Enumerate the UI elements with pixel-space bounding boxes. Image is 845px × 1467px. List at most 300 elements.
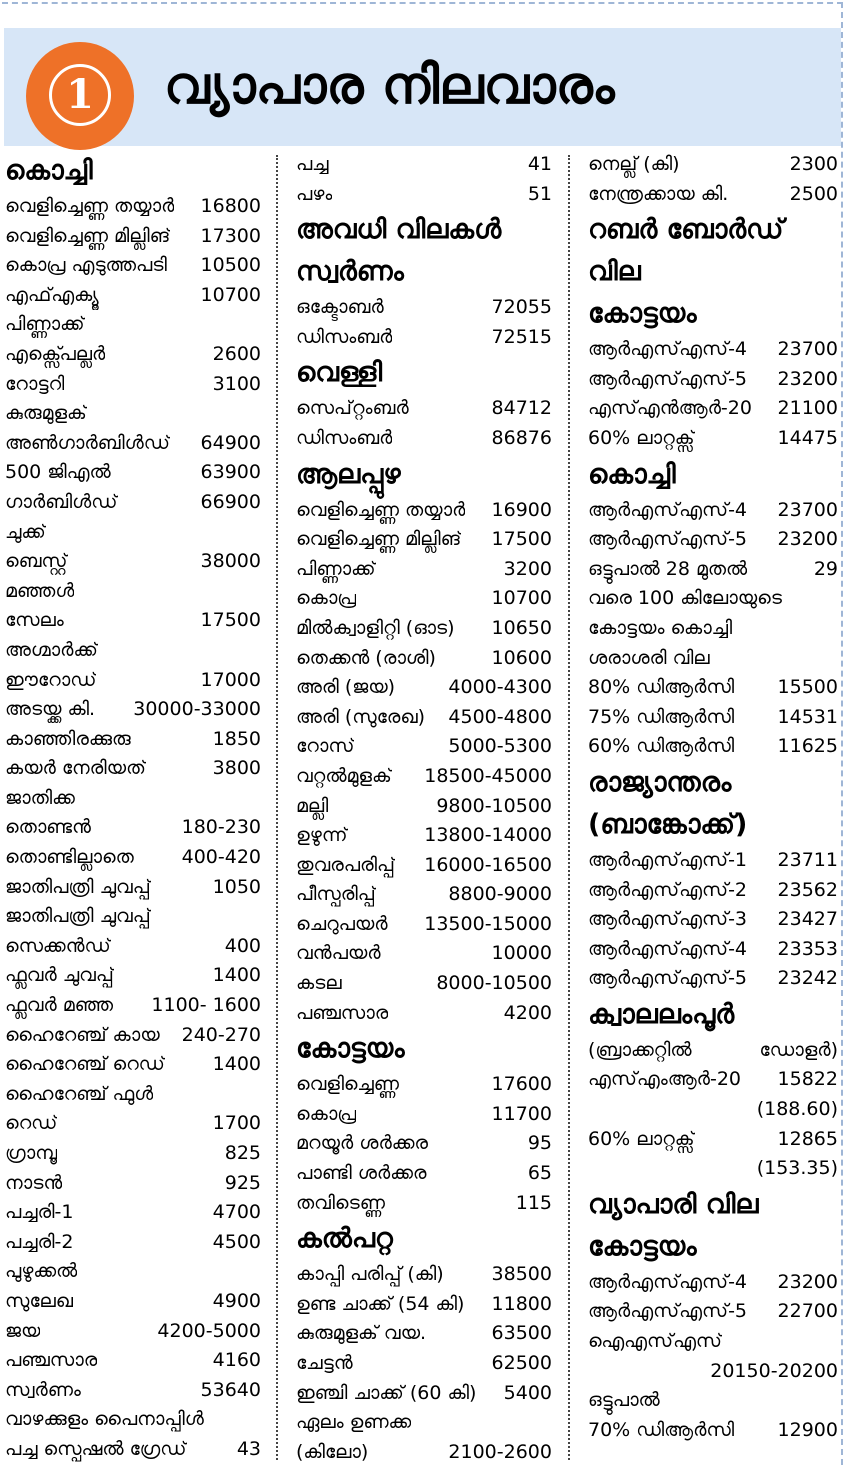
price-row — [588, 335, 838, 365]
item-price: 17300 — [200, 224, 261, 247]
item-price: 12865 — [777, 1127, 838, 1150]
item-label: കാപ്പി പരിപ്പ് (കി) — [296, 1263, 444, 1286]
item-price: 23200 — [777, 367, 838, 390]
price-row — [588, 394, 838, 424]
item-price: (153.35) — [756, 1157, 838, 1180]
price-row — [588, 673, 838, 703]
price-row — [5, 1287, 261, 1317]
item-label: ഹൈറേഞ്ച് റെഡ് — [5, 1053, 165, 1076]
item-price: 1050 — [212, 875, 261, 898]
item-price: 9800-10500 — [436, 794, 552, 817]
item-price: 2600 — [212, 342, 261, 365]
item-label: കുരുമുളക് വയ. — [296, 1322, 427, 1345]
price-row — [588, 1154, 838, 1184]
price-row — [296, 614, 552, 644]
section-heading: ക്വാലലംപൂർ — [588, 998, 735, 1030]
item-price: 72515 — [491, 325, 552, 348]
item-price: 95 — [527, 1132, 552, 1155]
price-row — [588, 365, 838, 395]
item-price: 23427 — [777, 908, 838, 931]
item-label: ജയ — [5, 1319, 41, 1342]
item-label: ഹൈറേഞ്ച് ഫുൾ — [5, 1082, 154, 1105]
item-label: പുഴുക്കൽ — [5, 1260, 78, 1283]
price-row — [296, 1349, 552, 1379]
item-label: കൊപ്ര എടുത്തപടി — [5, 254, 167, 277]
section-heading: അവധി വിലകൾ — [296, 214, 502, 246]
section-heading: വില — [588, 256, 641, 288]
price-row — [5, 281, 261, 311]
price-row — [296, 851, 552, 881]
item-price: 16900 — [491, 498, 552, 521]
price-row — [5, 1405, 261, 1435]
item-price: 2500 — [789, 182, 838, 205]
item-label: തൊണ്ടൻ — [5, 816, 91, 839]
item-label: (ബ്രാക്കറ്റിൽ — [588, 1038, 692, 1061]
price-row — [588, 876, 838, 906]
item-price: 65 — [527, 1162, 552, 1185]
price-row — [296, 939, 552, 969]
price-row — [5, 932, 261, 962]
price-row — [588, 1386, 838, 1416]
item-price: 30000-33000 — [133, 698, 261, 721]
price-row — [5, 1376, 261, 1406]
price-row — [5, 784, 261, 814]
item-price: 4200 — [503, 1001, 552, 1024]
price-row — [5, 991, 261, 1021]
price-row — [588, 1357, 838, 1387]
item-label: വെളിച്ചെണ്ണ — [296, 1073, 399, 1096]
item-label: ഡിസംബർ — [296, 325, 393, 348]
item-label: 70% ഡിആർസി — [588, 1418, 735, 1441]
item-price: 53640 — [200, 1378, 261, 1401]
price-row — [588, 180, 838, 210]
item-price: 17500 — [200, 609, 261, 632]
item-price: 21100 — [777, 397, 838, 420]
price-row — [5, 310, 261, 340]
item-price: 15822 — [777, 1068, 838, 1091]
section-heading: വ്യാപാരി വില — [588, 1188, 759, 1220]
item-label: വാഴക്കുളം പൈനാപ്പിൾ — [5, 1408, 204, 1431]
section-heading: കൊച്ചി — [588, 458, 676, 490]
price-row — [296, 584, 552, 614]
item-label: ആർഎസ്എസ്-4 — [588, 498, 748, 521]
price-row — [296, 1189, 552, 1219]
price-row — [5, 1169, 261, 1199]
item-label: ഒക്ടോബർ — [296, 296, 384, 319]
item-label: ആർഎസ്എസ്-5 — [588, 967, 748, 990]
price-row — [296, 644, 552, 674]
item-price: 18500-45000 — [424, 764, 552, 787]
number-badge — [26, 42, 134, 150]
item-label: ചേട്ടൻ — [296, 1352, 353, 1374]
item-price: 38000 — [200, 550, 261, 573]
item-label: ജാതിക്ക — [5, 786, 75, 809]
price-row — [296, 525, 552, 555]
item-price: 17500 — [491, 528, 552, 551]
price-row — [296, 555, 552, 585]
item-price: 72055 — [491, 296, 552, 319]
item-price: 400-420 — [181, 846, 261, 869]
section-heading: വെള്ളി — [296, 357, 383, 389]
item-price: 16000-16500 — [424, 853, 552, 876]
price-row — [296, 673, 552, 703]
item-label: കോട്ടയം കൊച്ചി — [588, 616, 733, 639]
item-label: സുലേഖ — [5, 1289, 74, 1312]
price-row — [5, 1139, 261, 1169]
item-price: 4700 — [212, 1201, 261, 1224]
item-price: 13800-14000 — [424, 824, 552, 847]
item-label: കുരുമുളക് — [5, 402, 87, 425]
section-heading: കോട്ടയം — [588, 298, 697, 330]
item-price: 5000-5300 — [448, 735, 552, 758]
item-label: ആർഎസ്എസ്-1 — [588, 848, 748, 871]
item-label: ഈറോഡ് — [5, 668, 97, 691]
item-price: 41 — [527, 153, 552, 175]
price-row — [5, 370, 261, 400]
item-label: 60% ഡിആർസി — [588, 735, 735, 758]
item-label: അരി (സുരേഖ) — [296, 705, 426, 728]
item-price: 3100 — [212, 372, 261, 395]
item-label: വെളിച്ചെണ്ണ തയ്യാർ — [5, 195, 175, 217]
item-price: 63500 — [491, 1322, 552, 1345]
item-price: 825 — [224, 1142, 261, 1164]
item-label: പഴം — [296, 182, 333, 205]
item-price: 240-270 — [181, 1023, 261, 1046]
item-price: 1850 — [212, 727, 261, 750]
item-label: അഗ്മാർക്ക് — [5, 638, 98, 661]
item-price: 29 — [813, 557, 838, 580]
item-label: മഞ്ഞൾ — [5, 579, 75, 602]
item-label: ആർഎസ്എസ്-3 — [588, 908, 748, 931]
item-label: കൊപ്ര — [296, 1102, 357, 1125]
item-label: 75% ഡിആർസി — [588, 705, 735, 728]
item-label: വരെ 100 കിലോയുടെ — [588, 587, 782, 610]
item-label: സെപ്റ്റംബർ — [296, 397, 409, 420]
item-label: ഒട്ടുപാൽ 28 മുതൽ — [588, 557, 748, 580]
price-row — [296, 1290, 552, 1320]
price-row — [5, 961, 261, 991]
price-row — [5, 754, 261, 784]
price-row — [5, 192, 261, 222]
price-row — [5, 1021, 261, 1051]
price-row — [296, 150, 552, 180]
item-label: വെളിച്ചെണ്ണ മില്ലിങ് — [296, 528, 462, 551]
item-label: ജാതിപത്രി ചുവപ്പ് — [5, 875, 151, 898]
section-heading: സ്വർണം — [296, 256, 404, 288]
price-row — [296, 1379, 552, 1409]
price-row — [588, 732, 838, 762]
price-row — [5, 636, 261, 666]
item-label: 80% ഡിആർസി — [588, 676, 735, 699]
price-row — [588, 935, 838, 965]
item-price: 10700 — [491, 587, 552, 610]
price-row — [296, 1070, 552, 1100]
price-row — [5, 577, 261, 607]
price-row — [588, 703, 838, 733]
price-row — [5, 399, 261, 429]
item-label: പച്ച — [296, 153, 329, 175]
price-row — [296, 180, 552, 210]
item-price: 86876 — [491, 426, 552, 449]
item-label: അരി (ജയ) — [296, 676, 396, 699]
price-row — [5, 429, 261, 459]
price-row — [588, 496, 838, 526]
price-row — [5, 1109, 261, 1139]
item-price: 62500 — [491, 1352, 552, 1374]
price-row — [296, 999, 552, 1029]
item-label: എസ്എംആർ-20 — [588, 1068, 741, 1091]
price-row — [588, 905, 838, 935]
item-price: 11800 — [491, 1292, 552, 1315]
item-label: എക്സ്പെല്ലർ — [5, 342, 106, 365]
page-header — [4, 28, 841, 146]
item-label: ഇഞ്ചി ചാക്ക് (60 കി) — [296, 1381, 477, 1404]
item-price: 14475 — [777, 426, 838, 449]
item-price: 15500 — [777, 676, 838, 699]
item-label: ഗാർബിൾഡ് — [5, 490, 118, 513]
item-price: 23700 — [777, 338, 838, 361]
item-price: 4500 — [212, 1230, 261, 1253]
item-label: (കിലോ) — [296, 1440, 369, 1463]
item-price: 64900 — [200, 431, 261, 454]
price-row — [5, 1435, 261, 1465]
price-row — [588, 1297, 838, 1327]
price-row — [5, 1257, 261, 1287]
price-row — [5, 725, 261, 755]
price-row — [588, 150, 838, 180]
price-row — [5, 518, 261, 548]
item-label: മിൽക്വാളിറ്റി (ഓട) — [296, 616, 455, 639]
price-row — [5, 873, 261, 903]
item-price: 4200-5000 — [157, 1319, 261, 1342]
item-label: റോട്ടറി — [5, 372, 65, 395]
price-row — [5, 488, 261, 518]
price-row — [5, 843, 261, 873]
item-label: ഉണ്ട ചാക്ക് (54 കി) — [296, 1292, 465, 1315]
item-label: പിണ്ണാക്ക് — [5, 313, 85, 336]
item-price: 23711 — [777, 848, 838, 871]
price-row — [588, 424, 838, 454]
item-label: കാഞ്ഞിരക്കുരു — [5, 727, 131, 750]
item-price: 14531 — [777, 705, 838, 728]
price-row — [296, 394, 552, 424]
item-label: വറ്റൽമുളക് — [296, 764, 392, 787]
price-row — [588, 1416, 838, 1446]
item-label: വൻപയർ — [296, 942, 381, 965]
item-label: നെല്ല് (കി) — [588, 153, 680, 175]
item-price: 8000-10500 — [436, 972, 552, 995]
item-label: സേലം — [5, 609, 64, 632]
price-row — [296, 732, 552, 762]
item-label: ആർഎസ്എസ്-2 — [588, 878, 748, 901]
badge-number: 1 — [49, 64, 111, 126]
price-row — [296, 762, 552, 792]
price-row — [296, 792, 552, 822]
item-label: ആർഎസ്എസ്-4 — [588, 937, 748, 960]
section-heading: രാജ്യാന്തരം — [588, 766, 732, 798]
item-label: ആർഎസ്എസ്-4 — [588, 338, 748, 361]
item-price: 66900 — [200, 490, 261, 513]
item-label: കൊപ്ര — [296, 587, 357, 610]
item-price: 8800-9000 — [448, 883, 552, 906]
item-label: ആർഎസ്എസ്-5 — [588, 367, 748, 390]
item-label: ഫ്ലവർ മഞ്ഞ — [5, 994, 114, 1017]
price-row — [5, 902, 261, 932]
price-row — [296, 424, 552, 454]
price-row — [5, 666, 261, 696]
section-heading: കോട്ടയം — [296, 1033, 405, 1065]
price-row — [588, 1268, 838, 1298]
item-price: 17600 — [491, 1073, 552, 1096]
item-price: 5400 — [503, 1381, 552, 1404]
item-price: 925 — [224, 1171, 261, 1194]
price-row — [296, 880, 552, 910]
item-price: 38500 — [491, 1263, 552, 1286]
item-price: 400 — [224, 934, 261, 957]
item-price: 115 — [515, 1191, 552, 1214]
item-price: 23353 — [777, 937, 838, 960]
item-label: ഒട്ടുപാൽ — [588, 1389, 660, 1412]
item-label: 60% ലാറ്റക്സ് — [588, 426, 695, 449]
item-label: ഐഎസ്എസ് — [588, 1330, 722, 1353]
item-price: 13500-15000 — [424, 912, 552, 935]
price-row — [296, 293, 552, 323]
price-row — [296, 496, 552, 526]
item-label: ആർഎസ്എസ്-5 — [588, 1300, 748, 1323]
column-divider — [568, 155, 570, 1460]
price-row — [296, 910, 552, 940]
item-label: എഫ്എക്യൂ — [5, 283, 99, 306]
price-row — [588, 644, 838, 674]
section-heading: കോട്ടയം — [588, 1230, 697, 1262]
item-label: ഏലം ഉണക്ക — [296, 1411, 412, 1434]
price-row — [296, 1438, 552, 1467]
price-row — [5, 606, 261, 636]
item-label: ചെറുപയർ — [296, 912, 388, 935]
price-row — [5, 340, 261, 370]
price-row — [5, 458, 261, 488]
item-price: 17000 — [200, 668, 261, 691]
item-label: തവിടെണ്ണ — [296, 1191, 385, 1214]
price-row — [296, 969, 552, 999]
item-price: 23700 — [777, 498, 838, 521]
item-label: പിണ്ണാക്ക് — [296, 557, 376, 580]
item-price: 4500-4800 — [448, 705, 552, 728]
item-price: (188.60) — [756, 1098, 838, 1121]
price-row — [588, 584, 838, 614]
item-label: പാണ്ടി ശർക്കര — [296, 1162, 427, 1185]
price-row — [5, 1346, 261, 1376]
price-column-2 — [296, 150, 552, 1467]
item-label: അൺഗാർബിൾഡ് — [5, 431, 170, 454]
item-label: ഫ്ലവർ ചുവപ്പ് — [5, 964, 114, 987]
price-row — [588, 1065, 838, 1095]
price-column-1 — [5, 150, 261, 1465]
price-row — [296, 1100, 552, 1130]
item-label: പീസ്പരിപ്പ് — [296, 883, 376, 906]
item-label: ജാതിപത്രി ചുവപ്പ് — [5, 905, 151, 928]
item-label: ആർഎസ്എസ്-5 — [588, 528, 748, 551]
price-row — [5, 1198, 261, 1228]
item-label: തുവരപരിപ്പ് — [296, 853, 395, 876]
item-price: ഡോളർ) — [759, 1038, 838, 1061]
price-row — [296, 1319, 552, 1349]
item-price: 10000 — [491, 942, 552, 965]
item-label: സ്വർണം — [5, 1378, 81, 1401]
item-label: ശരാശരി വില — [588, 646, 710, 669]
price-row — [5, 813, 261, 843]
item-price: 1700 — [212, 1112, 261, 1135]
item-price: 84712 — [491, 397, 552, 420]
item-label: പഞ്ചസാര — [5, 1349, 98, 1372]
item-label: 500 ജിഎൽ — [5, 461, 111, 484]
price-row — [588, 964, 838, 994]
item-label: ഡിസംബർ — [296, 426, 393, 449]
item-label: എസ്എൻആർ-20 — [588, 397, 752, 420]
section-heading: (ബാങ്കോക്ക്) — [588, 808, 748, 840]
column-divider — [276, 155, 278, 1460]
price-row — [588, 525, 838, 555]
price-row — [5, 547, 261, 577]
section-heading: കൽപറ്റ — [296, 1223, 393, 1255]
price-row — [5, 1080, 261, 1110]
item-price: 1100- 1600 — [151, 994, 261, 1017]
item-price: 4900 — [212, 1289, 261, 1312]
item-price: 2300 — [789, 153, 838, 175]
item-label: പച്ച സ്പെഷൽ ഗ്രേഡ് — [5, 1437, 187, 1460]
item-price: 16800 — [200, 195, 261, 217]
item-price: 63900 — [200, 461, 261, 484]
item-label: റെഡ് — [5, 1112, 58, 1135]
page-title: വ്യാപാര നിലവാരം — [164, 56, 615, 116]
price-row — [5, 1317, 261, 1347]
price-row — [5, 222, 261, 252]
price-row — [296, 1129, 552, 1159]
price-row — [588, 614, 838, 644]
item-label: റോസ് — [296, 735, 355, 758]
price-row — [5, 251, 261, 281]
item-price: 22700 — [777, 1300, 838, 1323]
item-label: മറയൂർ ശർക്കര — [296, 1132, 429, 1155]
item-price: 2100-2600 — [448, 1440, 552, 1463]
item-price: 11700 — [491, 1102, 552, 1125]
item-label: 60% ലാറ്റക്സ് — [588, 1127, 695, 1150]
item-label: ഉഴുന്ന് — [296, 824, 348, 847]
item-label: അടയ്ക്ക കി. — [5, 698, 96, 721]
item-label: നാടൻ — [5, 1171, 63, 1194]
item-label: വെളിച്ചെണ്ണ തയ്യാർ — [296, 498, 466, 521]
item-label: ഗ്രാമ്പൂ — [5, 1142, 58, 1164]
section-heading: റബർ ബോർഡ് — [588, 214, 784, 246]
price-row — [588, 1095, 838, 1125]
price-row — [588, 1327, 838, 1357]
item-price: 20150-20200 — [710, 1359, 838, 1382]
price-row — [296, 323, 552, 353]
item-label: മല്ലി — [296, 794, 329, 817]
price-row — [5, 695, 261, 725]
item-price: 1400 — [212, 964, 261, 987]
item-label: പച്ചരി-1 — [5, 1201, 74, 1224]
item-label: ചുക്ക് — [5, 520, 46, 543]
item-label: ബെസ്റ്റ് — [5, 550, 68, 573]
item-label: വെളിച്ചെണ്ണ മില്ലിങ് — [5, 224, 171, 247]
item-price: 4000-4300 — [448, 676, 552, 699]
item-label: ആർഎസ്എസ്-4 — [588, 1270, 748, 1293]
item-price: 23200 — [777, 528, 838, 551]
item-price: 43 — [236, 1437, 261, 1460]
item-label: നേന്ത്രക്കായ കി. — [588, 182, 729, 205]
section-heading: ആലപ്പുഴ — [296, 458, 401, 490]
